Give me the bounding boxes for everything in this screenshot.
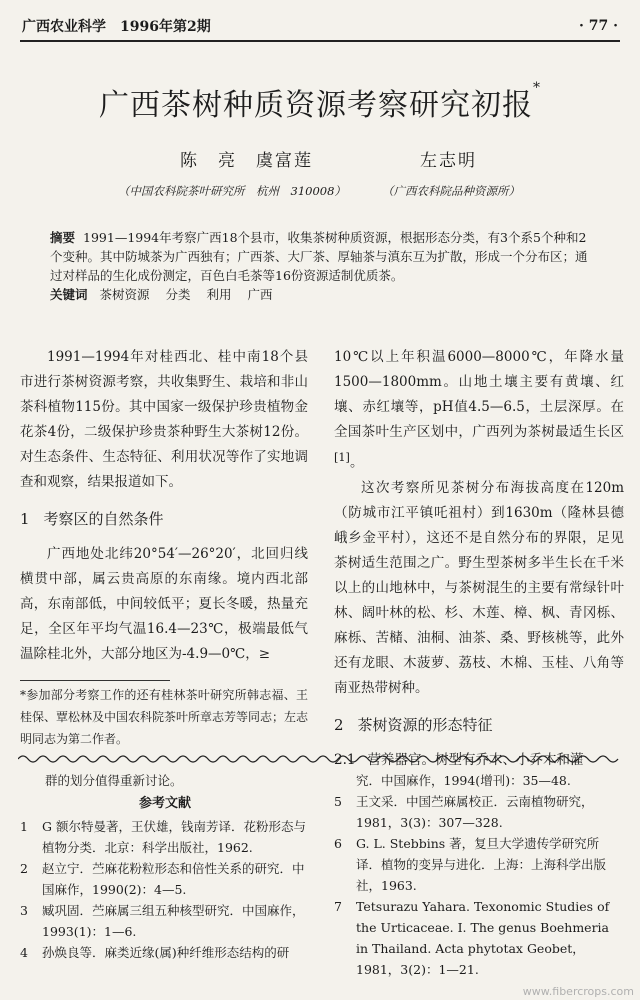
authors — [0, 146, 640, 170]
running-head — [22, 14, 618, 38]
subsection-text: 营养器官。树型有乔木、小乔木和灌 — [367, 751, 584, 768]
reference-item: 4 孙焕良等．麻类近缘(属)种纤维形态结构的研 — [20, 945, 290, 960]
keyword: 广西 — [247, 287, 273, 302]
citation-mark: [1] — [334, 451, 350, 464]
lower-right-column — [334, 770, 624, 980]
section-title: 考察区的自然条件 — [43, 510, 164, 528]
intro-paragraph: 1991—1994年对桂西北、桂中南18个县市进行茶树资源考察，共收集野生、栽培和非山茶科植物115份。其中国家一级保护珍贵植物金花茶4份，二级保护珍贵茶种野生大茶树12份。对生态条件、生态特征、利用状况等作了实地调查和观察，结果报道如下。 — [20, 349, 308, 490]
keywords — [50, 285, 598, 304]
author-group-2: 左志明 — [420, 151, 477, 171]
reference-item: 3 臧巩固．苎麻属三组五种核型研究．中国麻作，1993(1)：1—6. — [20, 903, 305, 939]
keyword: 茶树资源 — [99, 287, 150, 302]
section-1-paragraph: 广西地处北纬20°54′—26°20′，北回归线横贯中部，属云贵高原的东南缘。境内西北部高，东南部低，中间较低平；夏长冬暖，热量充足，全区年平均气温16.4—23℃，极端最低气温除桂北外，大部分地区为-4.9—0℃，≥ — [20, 546, 308, 662]
page-number: · 77 · — [579, 18, 618, 34]
page-break-wave — [18, 752, 622, 766]
right-column — [334, 345, 624, 773]
continued-paragraph: 10℃以上年积温6000—8000℃，年降水量1500—1800mm。山地土壤主要有黄壤、红壤、赤红壤等，pH值4.5—6.5，土层深厚。在全国茶叶生产区划中，广西列为茶树最适生长区[1]。 — [334, 349, 624, 471]
abstract — [50, 228, 598, 304]
left-column — [20, 345, 308, 667]
affiliations — [0, 183, 640, 203]
subsection-number: 2.1 — [334, 751, 356, 768]
keyword: 分类 — [165, 287, 191, 302]
distribution-paragraph: 这次考察所见茶树分布海拔高度在120m（防城市江平镇吒祖村）到1630m（隆林县德峨乡金平村），这还不是自然分布的界限，足见茶树适生范围之广。野生型茶树多半生长在千米以上的山地林中，与茶树混生的主要有常绿针叶林、阔叶林的松、杉、木莲、樟、枫、青冈栎、麻栎、苦槠、油桐、油茶、桑、野核桃等，此外还有龙眼、木菠萝、荔枝、木棉、玉桂、八角等南亚热带树种。 — [334, 479, 624, 696]
footnote-rule — [20, 680, 170, 681]
keyword: 利用 — [206, 287, 232, 302]
abstract-label: 摘要 — [50, 230, 76, 245]
article-title: 广西茶树种质资源考察研究初报 — [99, 88, 533, 123]
watermark: www.fibercrops.com — [522, 985, 634, 998]
abstract-text: 1991—1994年考察广西18个县市，收集茶树种质资源，根据形态分类，有3个系5个种和2个变种。其中防城茶为广西独有；广西茶、大厂茶、厚轴茶与滇东互为扩散，形成一个分布区；通过对样品的生化成份测定，百色白毛茶等16份资源适制优质茶。 — [50, 230, 588, 283]
reference-item: 5 王文采．中国苎麻属校正．云南植物研究，1981，3(3)：307—328. — [334, 794, 594, 830]
section-number: 1 — [20, 510, 30, 528]
continued-text: 群的划分值得重新讨论。 — [45, 773, 183, 788]
header-rule — [20, 40, 620, 42]
reference-item: 7 Tetsurazu Yahara. Texonomic Studies of the Urticaceae. I. The genus Boehmeria in Thailand. Acta phytotax Geobet，1981，3(2)：1—21. — [334, 899, 610, 977]
author-group-1: 陈 亮 虞富莲 — [180, 151, 313, 171]
continued-reference: 究．中国麻作，1994(增刊)：35—48. — [356, 773, 571, 788]
reference-item: 2 赵立宁．苎麻花粉粒形态和倍性关系的研究．中国麻作，1990(2)：4—5. — [20, 861, 305, 897]
section-title: 茶树资源的形态特征 — [357, 715, 493, 734]
references-title: 参考文献 — [138, 796, 191, 811]
affiliation-2: （广西农科院品种资源所） — [382, 184, 520, 198]
lower-left-column — [20, 770, 310, 963]
reference-item: 6 G. L. Stebbins 著，复旦大学遗传学研究所译．植物的变异与进化．上海：上海科学出版社，1963. — [334, 836, 607, 893]
section-2-heading — [334, 713, 624, 738]
section-number: 2 — [334, 715, 344, 734]
reference-item: 1 G 额尔特曼著，王伏雄，钱南芳译．花粉形态与植物分类．北京：科学出版社，1962. — [20, 819, 306, 855]
affiliation-1: （中国农科院茶叶研究所 杭州 310008） — [118, 184, 346, 198]
article-title-block — [0, 80, 640, 124]
journal-issue: 广西农业科学 1996年第2期 — [22, 19, 211, 35]
footnote: *参加部分考察工作的还有桂林茶叶研究所韩志福、王桂保、覃松林及中国农科院茶叶所章志芳等同志；左志明同志为第二作者。 — [20, 688, 309, 746]
section-1-heading — [20, 507, 308, 532]
keywords-label: 关键词 — [50, 287, 88, 302]
title-footnote-mark: * — [533, 80, 541, 96]
